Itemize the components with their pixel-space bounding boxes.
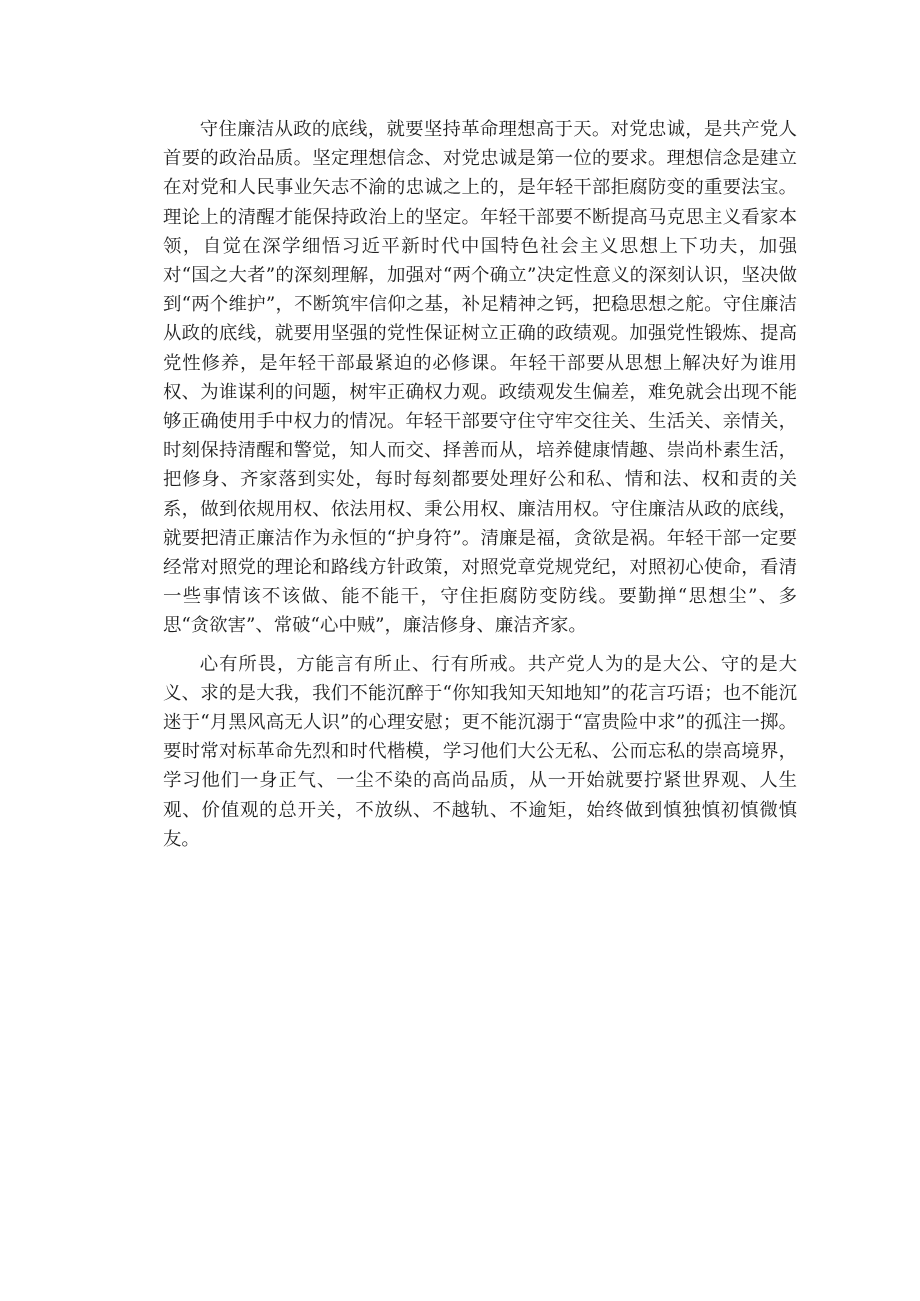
paragraph-1: 守住廉洁从政的底线，就要坚持革命理想高于天。对党忠诚，是共产党人首要的政治品质。坚定理想信念、对党忠诚是第一位的要求。理想信念是建立在对党和人民事业矢志不渝的忠诚之上的，是年轻干部拒腐防变的重要法宝。理论上的清醒才能保持政治上的坚定。年轻干部要不断提高马克思主义看家本领，自觉在深学细悟习近平新时代中国特色社会主义思想上下功夫，加强对“国之大者”的深刻理解，加强对“两个确立”决定性意义的深刻认识，坚决做到“两个维护”，不断筑牢信仰之基，补足精神之钙，把稳思想之舵。守住廉洁从政的底线，就要用坚强的党性保证树立正确的政绩观。加强党性锻炼、提高党性修养，是年轻干部最紧迫的必修课。年轻干部要从思想上解决好为谁用权、为谁谋利的问题，树牢正确权力观。政绩观发生偏差，难免就会出现不能够正确使用手中权力的情况。年轻干部要守住守牢交往关、生活关、亲情关，时刻保持清醒和警觉，知人而交、择善而从，培养健康情趣、崇尚朴素生活，把修身、齐家落到实处，每时每刻都要处理好公和私、情和法、权和责的关系，做到依规用权、依法用权、秉公用权、廉洁用权。守住廉洁从政的底线，就要把清正廉洁作为永恒的“护身符”。清廉是福，贪欲是祸。年轻干部一定要经常对照党的理论和路线方针政策，对照党章党规党纪，对照初心使命，看清一些事情该不该做、能不能干，守住拒腐防变防线。要勤掸“思想尘”、多思“贪欲害”、常破“心中贼”，廉洁修身、廉洁齐家。 xyxy=(163,119,797,637)
document-body xyxy=(163,115,797,854)
paragraph-2: 心有所畏，方能言有所止、行有所戒。共产党人为的是大公、守的是大义、求的是大我，我们不能沉醉于“你知我知天知地知”的花言巧语；也不能沉迷于“月黑风高无人识”的心理安慰；更不能沉溺于“富贵险中求”的孤注一掷。要时常对标革命先烈和时代楷模，学习他们大公无私、公而忘私的崇高境界，学习他们一身正气、一尘不染的高尚品质，从一开始就要拧紧世界观、人生观、价值观的总开关，不放纵、不越轨、不逾矩，始终做到慎独慎初慎微慎友。 xyxy=(163,653,797,850)
